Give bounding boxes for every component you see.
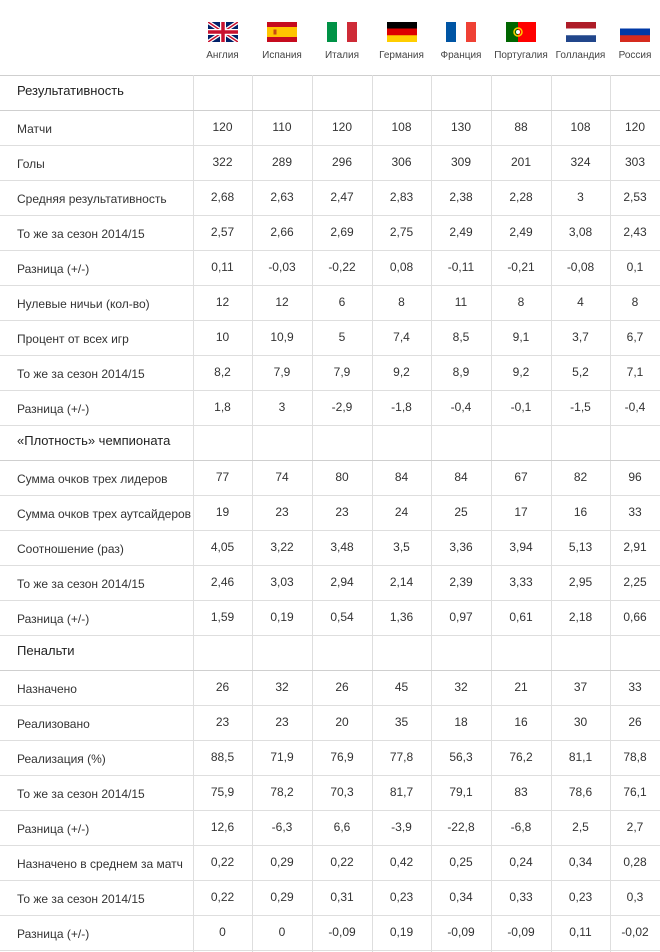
table-cell: 2,25 xyxy=(623,575,647,589)
table-cell: 8,9 xyxy=(452,365,470,379)
row-label: Назначено xyxy=(17,682,77,696)
table-cell: 81,1 xyxy=(568,750,593,764)
table-cell: 12 xyxy=(215,295,230,309)
table-cell: 0,61 xyxy=(509,610,533,624)
country-column-header xyxy=(252,0,312,75)
table-row xyxy=(0,530,660,566)
table-row xyxy=(0,565,660,601)
country-name: Германия xyxy=(379,50,424,61)
portugal-flag-icon xyxy=(506,22,536,42)
table-cell: 0,19 xyxy=(389,925,414,939)
table-cell: 2,49 xyxy=(509,225,533,239)
table-cell: 3,5 xyxy=(393,540,410,554)
table-cell: 77 xyxy=(215,470,230,484)
table-cell: -1,8 xyxy=(391,400,412,414)
table-cell: 12,6 xyxy=(210,820,235,834)
country-column-header xyxy=(193,0,252,75)
table-cell: 2,7 xyxy=(626,820,644,834)
table-cell: 130 xyxy=(450,120,472,134)
table-cell: 74 xyxy=(275,470,289,484)
table-cell: 88,5 xyxy=(210,750,235,764)
table-cell: 78,2 xyxy=(270,785,294,799)
country-column-header xyxy=(610,0,660,75)
table-cell: 108 xyxy=(570,120,591,134)
table-cell: 71,9 xyxy=(270,750,294,764)
table-row xyxy=(0,495,660,531)
table-cell: -0,08 xyxy=(566,260,595,274)
section-title: Результативность xyxy=(17,83,124,98)
table-cell: 2,63 xyxy=(270,190,294,204)
table-cell: 0 xyxy=(219,925,226,939)
table-cell: 3,7 xyxy=(572,330,589,344)
country-name: Испания xyxy=(262,50,302,61)
table-cell: 23 xyxy=(275,505,289,519)
table-cell: 4,05 xyxy=(210,540,235,554)
row-label: Реализовано xyxy=(17,717,90,731)
table-cell: 296 xyxy=(331,155,353,169)
table-cell: 2,66 xyxy=(270,225,294,239)
table-cell: 76,9 xyxy=(330,750,354,764)
table-cell: 26 xyxy=(335,680,349,694)
row-label: Назначено в среднем за матч xyxy=(17,857,183,871)
table-cell: 70,3 xyxy=(330,785,354,799)
table-cell: 120 xyxy=(331,120,353,134)
table-cell: 1,59 xyxy=(210,610,235,624)
table-cell: 45 xyxy=(394,680,409,694)
table-cell: 0,28 xyxy=(623,855,647,869)
table-cell: 9,2 xyxy=(512,365,530,379)
table-cell: 20 xyxy=(335,715,349,729)
country-name: Франция xyxy=(440,50,482,61)
row-label: Средняя результативность xyxy=(17,192,167,206)
table-cell: 2,28 xyxy=(509,190,533,204)
table-cell: 76,1 xyxy=(623,785,647,799)
table-cell: 2,14 xyxy=(389,575,414,589)
table-cell: 26 xyxy=(628,715,642,729)
table-cell: 56,3 xyxy=(449,750,473,764)
table-cell: 8 xyxy=(517,295,525,309)
row-label: То же за сезон 2014/15 xyxy=(17,577,145,591)
netherlands-flag-icon xyxy=(566,22,596,42)
row-label: То же за сезон 2014/15 xyxy=(17,787,145,801)
country-name: Англия xyxy=(206,50,239,61)
table-cell: 80 xyxy=(335,470,349,484)
table-cell: 2,18 xyxy=(568,610,593,624)
country-name: Голландия xyxy=(555,50,606,61)
table-row xyxy=(0,880,660,916)
table-cell: 77,8 xyxy=(389,750,414,764)
table-cell: 37 xyxy=(573,680,588,694)
country-column-header xyxy=(372,0,431,75)
table-cell: 120 xyxy=(624,120,646,134)
table-cell: 8,2 xyxy=(214,365,231,379)
spain-flag-icon xyxy=(267,22,297,42)
table-cell: -0,4 xyxy=(624,400,646,414)
section-title: «Плотность» чемпионата xyxy=(17,433,171,448)
row-label: То же за сезон 2014/15 xyxy=(17,227,145,241)
table-cell: 3,94 xyxy=(509,540,533,554)
row-label: Реализация (%) xyxy=(17,752,106,766)
table-cell: 0,24 xyxy=(509,855,533,869)
table-cell: 10 xyxy=(215,330,230,344)
row-label: Разница (+/-) xyxy=(17,927,90,941)
table-cell: -0,1 xyxy=(510,400,532,414)
table-cell: 7,1 xyxy=(626,365,644,379)
row-label: Разница (+/-) xyxy=(17,612,90,626)
germany-flag-icon xyxy=(387,22,417,42)
table-cell: 88 xyxy=(514,120,528,134)
table-cell: 4 xyxy=(577,295,584,309)
table-cell: 12 xyxy=(275,295,289,309)
table-cell: 35 xyxy=(394,715,409,729)
table-cell: 0,22 xyxy=(210,890,235,904)
table-cell: -0,4 xyxy=(450,400,472,414)
table-cell: 33 xyxy=(628,680,642,694)
table-cell: 0,34 xyxy=(449,890,473,904)
table-cell: 26 xyxy=(215,680,230,694)
table-row xyxy=(0,775,660,811)
table-cell: 120 xyxy=(212,120,233,134)
table-cell: 9,1 xyxy=(512,330,530,344)
table-cell: 3,03 xyxy=(270,575,294,589)
table-cell: 0,31 xyxy=(330,890,354,904)
row-label: То же за сезон 2014/15 xyxy=(17,892,145,906)
table-row xyxy=(0,390,660,426)
table-cell: 23 xyxy=(215,715,230,729)
table-cell: 2,57 xyxy=(210,225,235,239)
row-label: Разница (+/-) xyxy=(17,262,90,276)
italy-flag-icon xyxy=(327,22,357,42)
table-cell: 0,22 xyxy=(330,855,354,869)
table-cell: 8 xyxy=(398,295,405,309)
table-row xyxy=(0,250,660,286)
table-cell: -0,02 xyxy=(621,925,649,939)
table-cell: 18 xyxy=(454,715,468,729)
table-cell: 309 xyxy=(450,155,472,169)
row-label: Сумма очков трех аутсайдеров xyxy=(17,507,192,521)
table-cell: 0,25 xyxy=(449,855,473,869)
section-header-row xyxy=(0,635,660,671)
table-cell: 324 xyxy=(570,155,591,169)
table-cell: 2,38 xyxy=(449,190,473,204)
table-row xyxy=(0,355,660,391)
table-row xyxy=(0,320,660,356)
table-row xyxy=(0,740,660,776)
table-cell: 5 xyxy=(338,330,346,344)
row-label: Разница (+/-) xyxy=(17,402,90,416)
table-cell: 0,08 xyxy=(389,260,414,274)
table-cell: 84 xyxy=(454,470,468,484)
table-cell: -22,8 xyxy=(447,820,475,834)
france-flag-icon xyxy=(446,22,476,42)
table-cell: 83 xyxy=(514,785,528,799)
table-cell: -0,03 xyxy=(268,260,296,274)
table-cell: 11 xyxy=(454,295,468,309)
table-cell: -2,9 xyxy=(331,400,353,414)
table-row xyxy=(0,810,660,846)
table-cell: 0,34 xyxy=(568,855,593,869)
table-cell: 2,95 xyxy=(568,575,593,589)
table-cell: 30 xyxy=(573,715,588,729)
table-cell: 3,36 xyxy=(449,540,473,554)
table-cell: 303 xyxy=(624,155,646,169)
table-cell: 2,43 xyxy=(623,225,647,239)
table-cell: 0,42 xyxy=(389,855,414,869)
table-cell: 3 xyxy=(278,400,286,414)
table-cell: 16 xyxy=(514,715,528,729)
table-cell: 19 xyxy=(215,505,230,519)
country-column-header xyxy=(491,0,551,75)
table-cell: 110 xyxy=(272,120,292,134)
table-cell: 24 xyxy=(394,505,409,519)
row-label: То же за сезон 2014/15 xyxy=(17,367,145,381)
table-cell: 0,19 xyxy=(270,610,294,624)
table-row xyxy=(0,600,660,636)
country-name: Италия xyxy=(324,50,360,61)
table-cell: 7,9 xyxy=(333,365,351,379)
table-cell: 0,3 xyxy=(626,890,644,904)
table-cell: 322 xyxy=(212,155,233,169)
table-cell: 289 xyxy=(271,155,293,169)
table-cell: 1,8 xyxy=(214,400,231,414)
table-cell: 3,33 xyxy=(509,575,533,589)
table-cell: 2,68 xyxy=(210,190,235,204)
country-name: Португалия xyxy=(494,50,548,61)
country-column-header xyxy=(551,0,610,75)
table-row xyxy=(0,845,660,881)
table-cell: 84 xyxy=(394,470,409,484)
table-cell: 17 xyxy=(514,505,528,519)
table-cell: 0,66 xyxy=(623,610,647,624)
table-cell: 0,54 xyxy=(330,610,354,624)
table-cell: 2,49 xyxy=(449,225,473,239)
england-flag-icon xyxy=(208,22,238,42)
russia-flag-icon xyxy=(620,22,650,42)
table-cell: 23 xyxy=(275,715,289,729)
table-cell: 6,7 xyxy=(626,330,644,344)
table-cell: 2,75 xyxy=(389,225,414,239)
table-cell: -0,09 xyxy=(328,925,356,939)
table-cell: -0,09 xyxy=(447,925,475,939)
table-cell: 6,6 xyxy=(333,820,351,834)
table-row xyxy=(0,110,660,146)
table-cell: -0,09 xyxy=(507,925,535,939)
table-cell: 75,9 xyxy=(210,785,235,799)
table-cell: 23 xyxy=(335,505,349,519)
table-row xyxy=(0,915,660,951)
table-cell: 2,91 xyxy=(623,540,647,554)
section-header-row xyxy=(0,75,660,111)
table-cell: 32 xyxy=(454,680,468,694)
table-cell: 76,2 xyxy=(509,750,533,764)
table-cell: -0,11 xyxy=(447,260,475,274)
table-cell: 2,94 xyxy=(330,575,354,589)
table-cell: -6,3 xyxy=(271,820,293,834)
table-cell: 2,46 xyxy=(210,575,235,589)
table-cell: 78,8 xyxy=(623,750,647,764)
table-cell: 33 xyxy=(628,505,642,519)
section-title: Пенальти xyxy=(17,643,75,658)
table-cell: 0,29 xyxy=(270,855,294,869)
row-label: Нулевые ничьи (кол-во) xyxy=(17,297,150,311)
table-cell: 82 xyxy=(573,470,588,484)
table-cell: 3 xyxy=(577,190,584,204)
table-row xyxy=(0,705,660,741)
table-header xyxy=(0,0,660,76)
row-label: Голы xyxy=(17,157,45,171)
table-cell: 0,97 xyxy=(449,610,473,624)
table-cell: 10,9 xyxy=(270,330,294,344)
table-cell: 3,48 xyxy=(330,540,354,554)
table-row xyxy=(0,285,660,321)
table-cell: 108 xyxy=(391,120,412,134)
table-cell: 5,13 xyxy=(568,540,593,554)
table-cell: 0,29 xyxy=(270,890,294,904)
row-label: Матчи xyxy=(17,122,52,136)
table-cell: -0,21 xyxy=(507,260,535,274)
table-cell: 6 xyxy=(338,295,346,309)
table-cell: 8 xyxy=(631,295,639,309)
table-row xyxy=(0,670,660,706)
table-cell: 0,23 xyxy=(568,890,593,904)
table-cell: 7,4 xyxy=(393,330,410,344)
table-cell: 201 xyxy=(510,155,532,169)
row-label: Разница (+/-) xyxy=(17,822,90,836)
table-cell: 0,11 xyxy=(211,260,234,274)
table-cell: 2,83 xyxy=(389,190,414,204)
table-cell: 5,2 xyxy=(572,365,589,379)
table-cell: 0,1 xyxy=(626,260,644,274)
table-cell: 2,39 xyxy=(449,575,473,589)
table-cell: 32 xyxy=(275,680,289,694)
table-cell: 8,5 xyxy=(452,330,470,344)
table-cell: 306 xyxy=(391,155,412,169)
table-cell: 25 xyxy=(454,505,468,519)
table-cell: 0,22 xyxy=(210,855,235,869)
table-cell: 67 xyxy=(514,470,528,484)
country-name: Россия xyxy=(618,50,652,61)
table-cell: 0,11 xyxy=(569,925,592,939)
table-cell: 21 xyxy=(514,680,528,694)
table-row xyxy=(0,215,660,251)
table-cell: -3,9 xyxy=(391,820,412,834)
table-cell: -1,5 xyxy=(570,400,591,414)
row-label: Процент от всех игр xyxy=(17,332,129,346)
table-cell: 2,69 xyxy=(330,225,354,239)
table-cell: 0 xyxy=(278,925,286,939)
country-column-header xyxy=(431,0,491,75)
table-cell: 0,33 xyxy=(509,890,533,904)
table-cell: 0,23 xyxy=(389,890,414,904)
table-cell: 7,9 xyxy=(273,365,291,379)
row-label: Соотношение (раз) xyxy=(17,542,124,556)
table-cell: 78,6 xyxy=(568,785,593,799)
table-cell: -6,8 xyxy=(510,820,532,834)
table-cell: 81,7 xyxy=(389,785,414,799)
table-cell: -0,22 xyxy=(328,260,356,274)
table-cell: 16 xyxy=(573,505,588,519)
table-cell: 3,22 xyxy=(270,540,294,554)
table-cell: 3,08 xyxy=(568,225,593,239)
table-row xyxy=(0,145,660,181)
table-cell: 79,1 xyxy=(449,785,473,799)
table-cell: 2,5 xyxy=(572,820,589,834)
section-header-row xyxy=(0,425,660,461)
table-cell: 1,36 xyxy=(389,610,414,624)
table-cell: 2,53 xyxy=(623,190,647,204)
row-label: Сумма очков трех лидеров xyxy=(17,472,168,486)
table-row xyxy=(0,460,660,496)
table-cell: 96 xyxy=(628,470,642,484)
table-row xyxy=(0,180,660,216)
country-column-header xyxy=(312,0,372,75)
table-cell: 9,2 xyxy=(393,365,410,379)
table-cell: 2,47 xyxy=(330,190,354,204)
